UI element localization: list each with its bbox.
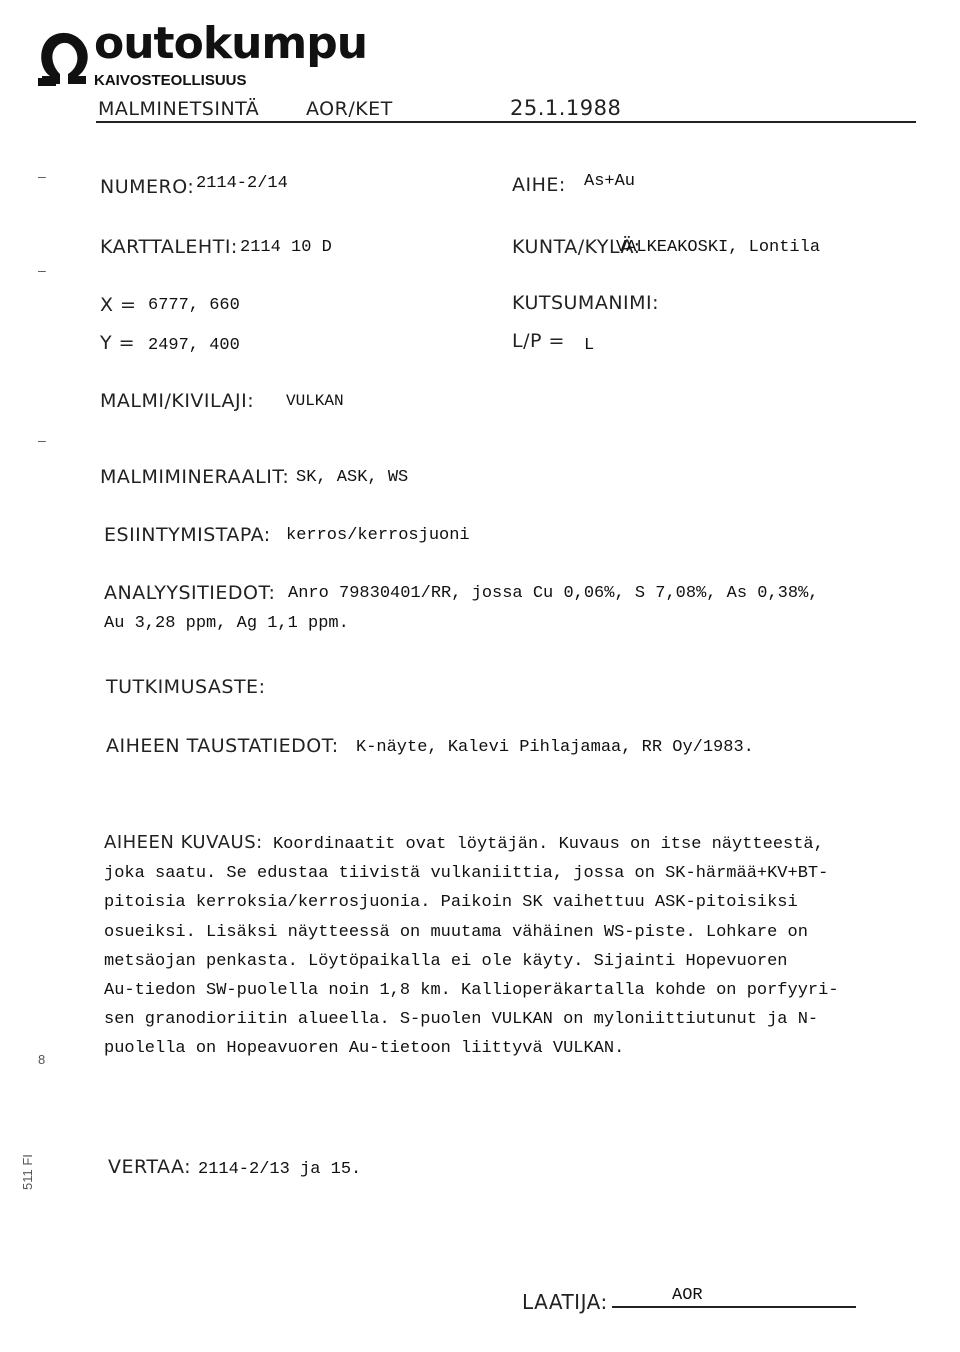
karttalehti-label: KARTTALEHTI: <box>100 236 238 258</box>
kuvaus-text: Koordinaatit ovat löytäjän. Kuvaus on itse näytteestä, <box>272 835 824 854</box>
esiintymistapa-value: kerros/kerrosjuoni <box>286 526 470 545</box>
company-logo <box>36 18 368 96</box>
analyysi-line-1: Anro 79830401/RR, jossa Cu 0,06%, S 7,08%, As 0,38%, <box>288 584 819 603</box>
kuvaus-label: AIHEEN KUVAUS: <box>104 832 263 853</box>
kunta-value: VALKEAKOSKI, Lontila <box>616 238 821 257</box>
department: MALMINETSINTÄ <box>98 98 260 120</box>
aihe-label: AIHE: <box>512 174 566 196</box>
document-date: 25.1.1988 <box>510 96 622 120</box>
office-code: AOR/KET <box>306 98 393 120</box>
header-rule <box>96 121 916 123</box>
y-label: Y = <box>100 332 136 354</box>
kuvaus-paragraph <box>104 828 934 1064</box>
x-label: X = <box>100 294 137 316</box>
taustatiedot-value: K-näyte, Kalevi Pihlajamaa, RR Oy/1983. <box>356 738 754 757</box>
kuvaus-line: sen granodioriitin alueella. S-puolen VULKAN on myloniittiutunut ja N- <box>104 1010 819 1030</box>
mineraalit-label: MALMIMINERAALIT: <box>100 466 290 488</box>
esiintymistapa-label: ESIINTYMISTAPA: <box>104 524 271 546</box>
kunta-label: KUNTA/KYLÄ: <box>512 236 641 258</box>
margin-dash: – <box>38 168 46 184</box>
laatija-label: LAATIJA: <box>522 1290 608 1314</box>
margin-dash: – <box>38 432 46 448</box>
margin-mark-8: 8 <box>38 1052 46 1067</box>
lp-label: L/P = <box>512 330 565 352</box>
karttalehti-value: 2114 10 D <box>240 238 332 257</box>
vertaa-label: VERTAA: <box>108 1156 192 1178</box>
laatija-value: AOR <box>672 1286 703 1305</box>
logo-subtitle: KAIVOSTEOLLISUUS <box>94 72 247 89</box>
kivilaji-label: MALMI/KIVILAJI: <box>100 390 255 412</box>
aihe-value: As+Au <box>584 172 636 191</box>
analyysi-label: ANALYYSITIEDOT: <box>104 582 276 604</box>
kuvaus-line: pitoisia kerroksia/kerrosjuonia. Paikoin SK vaihettuu ASK-pitoisiksi <box>104 893 798 913</box>
signature-line <box>612 1306 856 1308</box>
numero-label: NUMERO: <box>100 176 195 198</box>
numero-value: 2114-2/14 <box>196 174 288 193</box>
taustatiedot-label: AIHEEN TAUSTATIEDOT: <box>106 735 339 757</box>
margin-dash: – <box>38 262 46 278</box>
vertaa-value: 2114-2/13 ja 15. <box>198 1160 362 1179</box>
kuvaus-line: Au-tiedon SW-puolella noin 1,8 km. Kallioperäkartalla kohde on porfyyri- <box>104 981 839 1001</box>
y-value: 2497, 400 <box>148 336 240 355</box>
mineraalit-value: SK, ASK, WS <box>296 468 409 487</box>
kutsumanimi-label: KUTSUMANIMI: <box>512 292 660 314</box>
kuvaus-line <box>104 828 934 859</box>
kivilaji-value: VULKAN <box>286 392 344 410</box>
omega-logo-icon <box>36 26 92 88</box>
kuvaus-line: joka saatu. Se edustaa tiivistä vulkaniittia, jossa on SK-härmää+KV+BT- <box>104 864 829 884</box>
kuvaus-line: osueiksi. Lisäksi näytteessä on muutama vähäinen WS-piste. Lohkare on <box>104 922 808 942</box>
lp-value: L <box>584 336 595 355</box>
kuvaus-line: puolella on Hopeavuoren Au-tietoon liittyvä VULKAN. <box>104 1039 625 1059</box>
form-code: 511 FI <box>20 1154 35 1190</box>
kuvaus-line: metsäojan penkasta. Löytöpaikalla ei ole käyty. Sijainti Hopevuoren <box>104 951 788 971</box>
logo-wordmark: outokumpu <box>94 18 368 69</box>
analyysi-line-2: Au 3,28 ppm, Ag 1,1 ppm. <box>104 614 349 633</box>
tutkimusaste-label: TUTKIMUSASTE: <box>106 676 266 698</box>
x-value: 6777, 660 <box>148 296 240 315</box>
